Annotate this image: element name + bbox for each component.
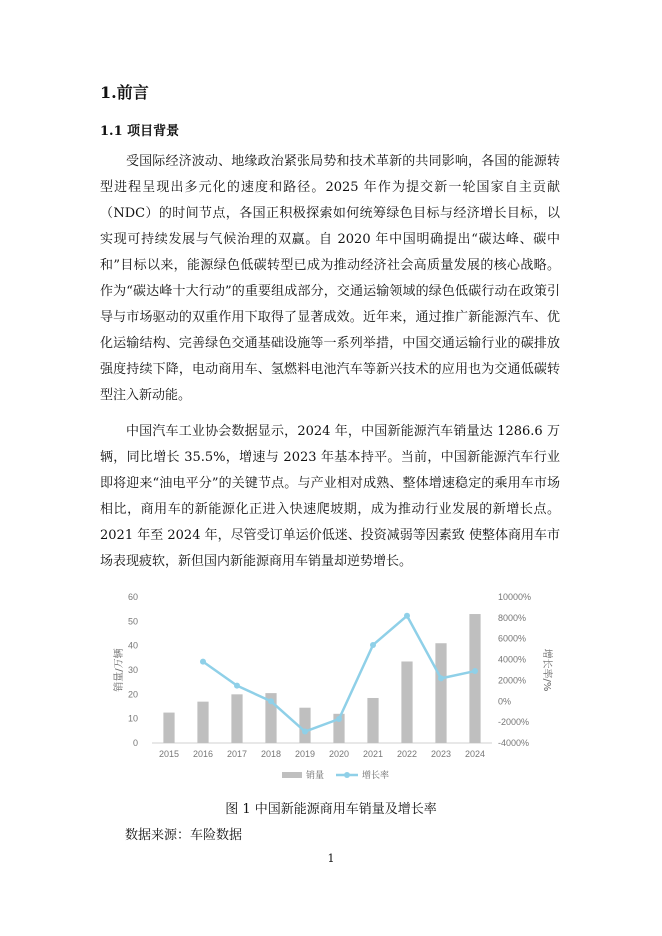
- y2-tick-label: 6000%: [498, 633, 527, 644]
- sales-growth-chart: [100, 585, 560, 790]
- growth-rate-point: [336, 716, 342, 722]
- growth-rate-point: [404, 613, 410, 619]
- legend-marker-growth: [344, 772, 350, 778]
- y-tick-label: 40: [127, 640, 138, 651]
- data-source: 数据来源：车险数据: [125, 828, 243, 843]
- bar-sales: [435, 643, 446, 743]
- legend-label-sales: 销量: [306, 771, 325, 781]
- growth-rate-point: [370, 642, 376, 648]
- growth-rate-point: [472, 668, 478, 674]
- y-tick-label: 10: [127, 713, 138, 724]
- x-tick-label: 2023: [430, 749, 452, 759]
- y2-tick-label: 4000%: [498, 654, 527, 665]
- growth-rate-point: [302, 729, 308, 735]
- bar-sales: [299, 708, 310, 743]
- x-tick-label: 2022: [396, 749, 418, 759]
- section-heading: 1.前言: [100, 83, 149, 102]
- y-tick-label: 30: [127, 665, 138, 675]
- y-axis-title: 销量/万辆: [114, 648, 125, 692]
- y-tick-label: 0: [132, 738, 138, 748]
- y2-axis-title: 增长率/%: [541, 648, 552, 692]
- y-tick-label: 20: [127, 689, 138, 700]
- y2-tick-label: 8000%: [498, 612, 527, 623]
- bar-sales: [469, 614, 480, 743]
- y2-tick-label: 2000%: [498, 675, 527, 686]
- legend-swatch-sales: [282, 772, 302, 778]
- bar-sales: [231, 694, 242, 743]
- y-tick-label: 60: [127, 592, 138, 602]
- x-tick-label: 2016: [192, 749, 214, 759]
- x-tick-label: 2015: [158, 749, 180, 759]
- chart-svg: [100, 585, 560, 790]
- subsection-heading: 1.1 项目背景: [100, 124, 180, 139]
- x-tick-label: 2019: [294, 749, 316, 759]
- bar-sales: [367, 698, 378, 743]
- x-tick-label: 2021: [362, 749, 384, 759]
- y2-tick-label: -2000%: [498, 717, 530, 728]
- body-paragraph-1: 受国际经济波动、地缘政治紧张局势和技术革新的共同影响，各国的能源转型进程呈现出多元化的速度和路径。2025 年作为提交新一轮国家自主贡献（NDC）的时间节点，各国正积极探索如何统筹绿色目标与经济增长目标，以实现可持续发展与气候治理的双赢。自 2020 年中国明确提出“碳达峰、碳中和”目标以来，能源绿色低碳转型已成为推动经济社会高质量发展的核心战略。作为“碳达峰十大行动”的重要组成部分，交通运输领域的绿色低碳行动在政策引导与市场驱动的双重作用下取得了显著成效。近年来，通过推广新能源汽车、优化运输结构、完善绿色交通基础设施等一系列举措，中国交通运输行业的碳排放强度持续下降，电动商用车、氢燃料电池汽车等新兴技术的应用也为交通低碳转型注入新动能。: [100, 154, 560, 403]
- body-paragraph-2: 中国汽车工业协会数据显示，2024 年，中国新能源汽车销量达 1286.6 万辆，同比增长 35.5%，增速与 2023 年基本持平。当前，中国新能源汽车行业即将迎来“油电平分”的关键节点。与产业相对成熟、整体增速稳定的乘用车市场相比，商用车的新能源化正进入快速爬坡期，成为推动行业发展的新增长点。2021 年至 2024 年，尽管受订单运价低迷、投资减弱等因素致 使整体商用车市场表现疲软，新但国内新能源商用车销量却逆势增长。: [100, 424, 560, 569]
- y-tick-label: 50: [127, 616, 138, 627]
- y2-tick-label: 0%: [498, 696, 512, 707]
- y2-tick-label: -4000%: [498, 738, 530, 748]
- bar-sales: [401, 661, 412, 743]
- x-tick-label: 2020: [328, 749, 350, 759]
- page-number: 1: [327, 852, 335, 865]
- x-tick-label: 2024: [464, 749, 486, 759]
- x-tick-label: 2017: [226, 749, 248, 759]
- growth-rate-point: [438, 675, 444, 681]
- bar-sales: [197, 702, 208, 743]
- growth-rate-point: [234, 683, 240, 689]
- growth-rate-point: [200, 659, 206, 665]
- y2-tick-label: 10000%: [498, 592, 532, 602]
- growth-rate-point: [268, 698, 274, 704]
- bar-sales: [163, 713, 174, 743]
- legend-label-growth: 增长率: [362, 771, 390, 781]
- figure-caption: 图 1 中国新能源商用车销量及增长率: [225, 802, 437, 817]
- x-tick-label: 2018: [260, 749, 282, 759]
